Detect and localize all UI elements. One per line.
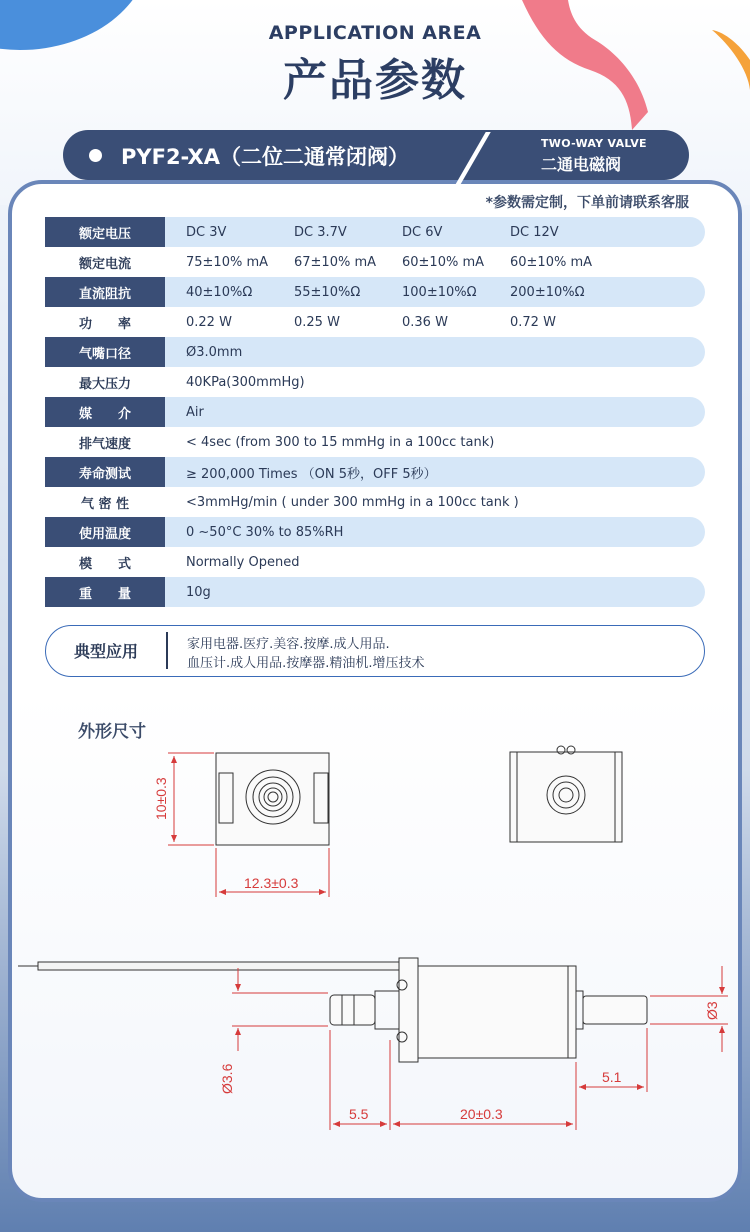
spec-label: 功 率 (78, 316, 131, 332)
spec-value: <3mmHg/min ( under 300 mmHg in a 100cc tank ) (186, 494, 519, 510)
height-dimension-label: 10±0.3 (153, 777, 169, 820)
spec-value: 75±10% mA (186, 254, 269, 270)
spec-label: 最大压力 (78, 376, 131, 392)
spec-label: 使用温度 (45, 517, 165, 547)
spec-value: 200±10%Ω (510, 284, 585, 300)
width-dimension-label: 12.3±0.3 (244, 875, 299, 891)
spec-label: 额定电压 (45, 217, 165, 247)
spec-value: 60±10% mA (402, 254, 485, 270)
spec-value: 0.72 W (510, 314, 556, 330)
spec-value: ≥ 200,000 Times （ON 5秒，OFF 5秒） (186, 466, 437, 482)
spec-value: 0.25 W (294, 314, 340, 330)
spec-value: 0.36 W (402, 314, 448, 330)
spec-value: DC 12V (510, 224, 559, 240)
header-title-cn: 产品参数 (283, 55, 467, 106)
spec-value: DC 6V (402, 224, 443, 240)
spec-label: 排气速度 (78, 436, 131, 452)
spec-value: 0.22 W (186, 314, 232, 330)
spec-value: 0 ~50°C 30% to 85%RH (186, 524, 344, 540)
inlet-length-label: 5.5 (349, 1106, 369, 1122)
spec-label: 重 量 (45, 577, 165, 607)
front-view (216, 753, 329, 845)
customization-note: *参数需定制，下单前请联系客服 (485, 195, 689, 211)
application-label: 典型应用 (73, 642, 138, 661)
body-length-label: 20±0.3 (460, 1106, 503, 1122)
spec-label: 模 式 (78, 556, 131, 572)
dimensions-title: 外形尺寸 (78, 722, 146, 742)
spec-value: 55±10%Ω (294, 284, 361, 300)
spec-value: DC 3.7V (294, 224, 347, 240)
product-model: PYF2-XA（二位二通常闭阀） (121, 145, 410, 169)
spec-value: DC 3V (186, 224, 227, 240)
spec-label: 媒 介 (45, 397, 165, 427)
spec-value: 67±10% mA (294, 254, 377, 270)
spec-value: Air (186, 404, 204, 420)
spec-value: 60±10% mA (510, 254, 593, 270)
spec-value: 10g (186, 584, 211, 600)
spec-value: Ø3.0mm (186, 344, 243, 360)
product-type-cn: 二通电磁阀 (541, 155, 622, 174)
side-view (510, 746, 622, 842)
spec-value: < 4sec (from 300 to 15 mmHg in a 100cc tank) (186, 434, 495, 450)
port-diameter-label: Ø3 (704, 1001, 720, 1020)
header-title-en: APPLICATION AREA (268, 22, 482, 44)
spec-label: 额定电流 (78, 256, 131, 272)
spec-value: 100±10%Ω (402, 284, 477, 300)
spec-label: 气 密 性 (80, 496, 130, 512)
nozzle-length-label: 5.1 (602, 1069, 622, 1085)
long-view (18, 958, 647, 1062)
application-line: 家用电器.医疗.美容.按摩.成人用品. (187, 637, 390, 652)
spec-value: 40±10%Ω (186, 284, 253, 300)
spec-label: 气嘴口径 (45, 337, 165, 367)
spec-label: 直流阻抗 (45, 277, 165, 307)
spec-value: Normally Opened (186, 554, 300, 570)
body-diameter-label: Ø3.6 (219, 1063, 235, 1094)
application-line: 血压计.成人用品.按摩器.精油机.增压技术 (187, 656, 425, 671)
spec-value: 40KPa(300mmHg) (186, 374, 305, 390)
spec-label: 寿命测试 (45, 457, 165, 487)
product-type-en: TWO-WAY VALVE (541, 137, 647, 150)
